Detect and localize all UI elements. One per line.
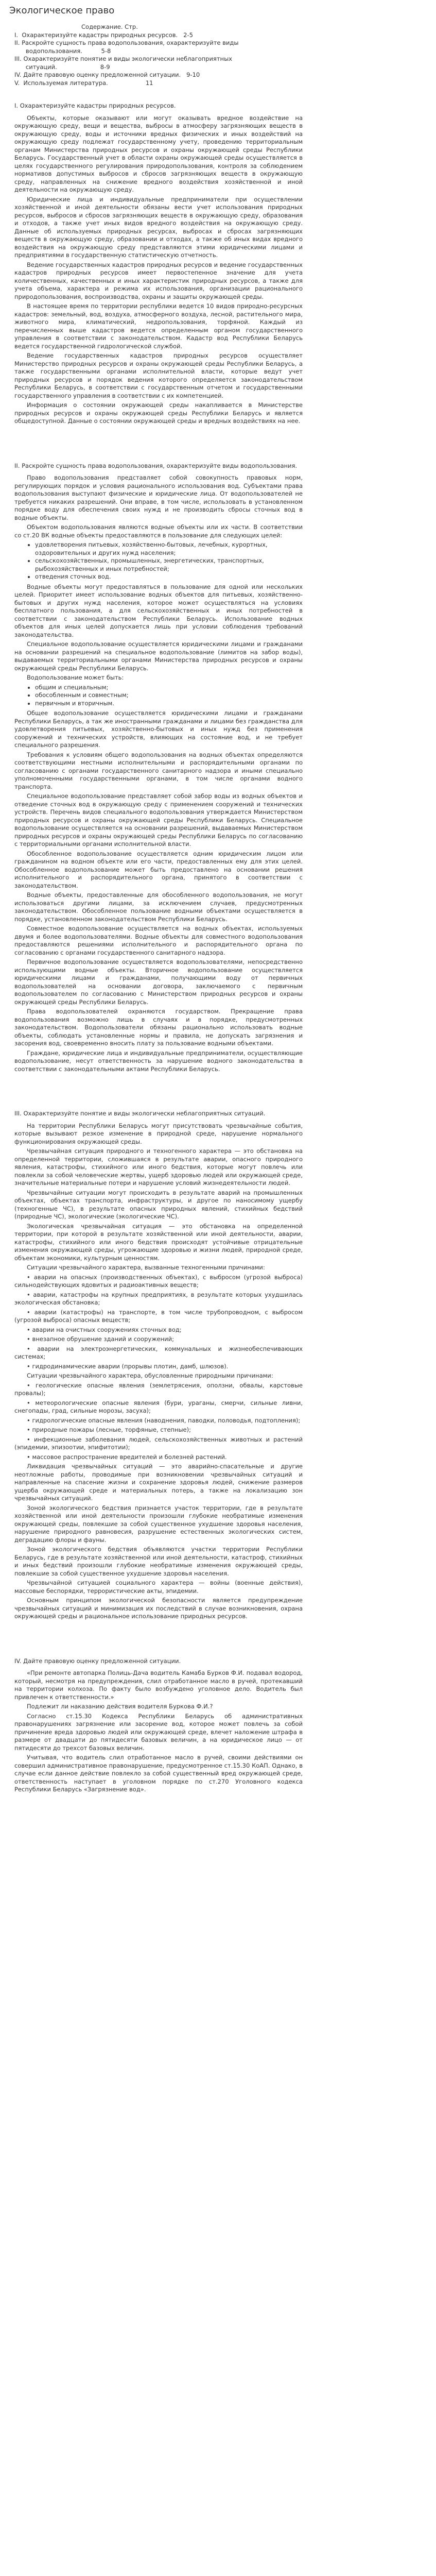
paragraph: Чрезвычайные ситуации могут происходить в результате аварий на промышленных объектах, объектах транспорта, инфраструктуры, и другое по наносимому ущербу (техногенные ЧС), в результате опасных природных явлений, стихийных бедствий (природные ЧС), экологические (экологические ЧС). bbox=[14, 1189, 303, 1220]
paragraph: Специальное водопользование осуществляется юридическими лицами и гражданами на основании разрешений на специальное водопользование (лимитов на забор воды), выдаваемых территориальными органами Министерства природных ресурсов и охраны окружающей среды Республики Беларусь. bbox=[14, 640, 303, 672]
toc-item: V. Используемая литература. 11 bbox=[14, 79, 153, 87]
paragraph: Водопользование может быть: bbox=[27, 674, 124, 681]
list-item: • первичным и вторичным. bbox=[35, 700, 303, 708]
paragraph: «При ремонте автопарка Полиць-Дача водитель Камаба Бурков Ф.И. подавал водород, который, несмотря на предупреждения, слил отработанное масло в ручей, протекавший на территории колхоза. По факту было возбуждено уголовное дело. Водитель был привлечен к ответственности.» bbox=[14, 1669, 303, 1701]
list-item: • массовое распространение вредителей и болезней растений. bbox=[27, 1453, 227, 1461]
toc-item: IV. Дайте правовую оценку предложенной ситуации. 9-10 bbox=[14, 71, 200, 78]
list-item: • обособленным и совместным; bbox=[35, 691, 303, 700]
list-item: • отведения сточных вод. bbox=[35, 573, 303, 581]
list-item: • аварии (катастрофы) на транспорте, в том числе трубопроводном, с выбросом (угрозой выброса) опасных веществ; bbox=[14, 1308, 303, 1324]
paragraph: Объектом водопользования являются водные объекты или их части. В соответствии со ст.20 ВК водные объекты предоставляются в пользование для следующих целей: bbox=[14, 523, 303, 539]
paragraph: Требования к условиям общего водопользования на водных объектах определяются соответствующими местными исполнительными и распорядительными органами по согласованию с органами государственного санитарного надзора и иными специально уполномоченными государственными органами, в том числе органами водного транспорта. bbox=[14, 751, 303, 790]
page-title: Экологическое право bbox=[9, 5, 115, 16]
paragraph: Чрезвычайной ситуацией социального характера — войны (военные действия), массовые беспорядки, террористические акты, эпидемии. bbox=[14, 1579, 303, 1595]
list-item: • сельскохозяйственных, промышленных, энергетических, транспортных, рыбохозяйственных и иных потребностей; bbox=[35, 557, 303, 573]
section-1-title: I. Охарактеризуйте кадастры природных ресурсов. bbox=[14, 102, 176, 109]
section-2-title: II. Раскройте сущность права водопользования, охарактеризуйте виды водопользования. bbox=[14, 462, 298, 469]
paragraph: Подлежит ли наказанию действия водителя Буркова Ф.И.? bbox=[27, 1703, 213, 1710]
paragraph: Общее водопользование осуществляется юридическими лицами и гражданами Республики Беларусь, а так же иностранными гражданами и лицами без гражданства для удовлетворения питьевых, хозяйственно-бытовых и иных нужд без применения сооружений и технических устройств, влияющих на состояние вод, и не требует специального разрешения. bbox=[14, 709, 303, 749]
list-item: • аварии, катастрофы на крупных предприятиях, в результате которых ухудшилась экологическая обстановка; bbox=[14, 1291, 303, 1306]
water-use-types-list bbox=[14, 684, 303, 708]
list-item: • геологические опасные явления (землетрясения, оползни, обвалы, карстовые провалы); bbox=[14, 1381, 303, 1397]
paragraph: Ситуации чрезвычайного характера, вызванные техногенными причинами: bbox=[27, 1264, 265, 1271]
section-3-title: III. Охарактеризуйте понятие и виды экологически неблагоприятных ситуаций. bbox=[14, 1110, 266, 1117]
list-item: • гидрологические опасные явления (наводнения, паводки, половодья, подтопления); bbox=[27, 1416, 301, 1424]
paragraph: Совместное водопользование осуществляется на водных объектах, используемых двумя и более водопользователями. Водные объекты для совместного водопользования предоставляются решениями исполнительного и распорядительного органа по согласованию с органами государственного санитарного надзора. bbox=[14, 925, 303, 956]
toc-heading: Содержание. Стр. bbox=[81, 23, 138, 30]
toc-item: III. Охарактеризуйте понятие и виды экологически неблагоприятных bbox=[14, 55, 232, 62]
paragraph: Объекты, которые оказывают или могут оказывать вредное воздействие на окружающую среду, вещи и вещества, выбросы в атмосферу загрязняющих веществ в окружающую среду, воды и источники вредных физических и иных воздействий на окружающую среду подлежат государственному учету, проведению территориальным органам Министерства природных ресурсов и охраны окружающей среды Республики Беларусь. Государственный учет в области охраны окружающей среды осуществляется в целях государственного регулирования природопользования, контроля за соблюдением нормативов допустимых выбросов и сбросов загрязняющих веществ в окружающую среду, направленных на снижение вредного воздействия хозяйственной и иной деятельности на окружающую среду. bbox=[14, 114, 303, 193]
paragraph: Обособленное водопользование осуществляется одним юридическим лицом или гражданином на водном объекте или его части, предоставленных ему для этих целей. Обособленное водопользование может быть предоставлено на основании решения исполнительного и распорядительного органа, принятого в соответствии с законодательством. bbox=[14, 850, 303, 889]
paragraph: Водные объекты могут предоставляться в пользование для одной или нескольких целей. Приоритет имеет использование водных объектов для питьевых, хозяйственно-бытовых и других нужд населения, которое может осуществляться на условиях бесплатного пользования, а для сельскохозяйственных и иных потребностей в соответствии с законодательством Республики Беларусь. Использование водных объектов для иных целей допускается лишь при условии соблюдения требований законодательства. bbox=[14, 583, 303, 638]
paragraph: Ликвидация чрезвычайных ситуаций — это аварийно-спасательные и другие неотложные работы, проводимые при возникновении чрезвычайных ситуаций и направленные на спасение жизни и сохранение здоровья людей, снижение размеров ущерба окружающей среде и материальных потерь, а также на локализацию зон чрезвычайных ситуаций. bbox=[14, 1463, 303, 1502]
paragraph: Права водопользователей охраняются государством. Прекращение права водопользования возможно лишь в случаях и в порядке, предусмотренных законодательством. Водопользователи обязаны рационально использовать водные объекты, соблюдать установленные нормы и правила, не допускать загрязнения и засорения вод, своевременно вносить плату за пользование водными объектами. bbox=[14, 1008, 303, 1047]
list-item: • аварии на очистных сооружениях сточных вод; bbox=[27, 1326, 182, 1333]
list-item: • природные пожары (лесные, торфяные, степные); bbox=[27, 1426, 191, 1433]
paragraph: Учитывая, что водитель слил отработанное масло в ручей, своими действиями он совершил административное правонарушение, предусмотренное ст.15.30 КоАП. Однако, в случае если данное действие повлекло за собой существенный вред окружающей среде, ответственность наступает в уголовном порядке по ст.270 Уголовного кодекса Республики Беларусь «Загрязнение вод». bbox=[14, 1754, 303, 1793]
list-item: • внезапное обрушение зданий и сооружений; bbox=[27, 1335, 174, 1343]
toc-item: ситуаций. 8-9 bbox=[14, 63, 110, 71]
list-item: • метеорологические опасные явления (бури, ураганы, смерчи, сильные ливни, снегопады, град, сильные морозы, засуха); bbox=[14, 1399, 303, 1414]
section-4-title: IV. Дайте правовую оценку предложенной ситуации. bbox=[14, 1657, 181, 1665]
list-item: • аварии на опасных (производственных объектах), с выбросом (угрозой выброса) сильнодействующих ядовитых и радиоактивных веществ; bbox=[14, 1273, 303, 1289]
paragraph: Первичное водопользование осуществляется водопользователями, непосредственно использующими водные объекты. Вторичное водопользование осуществляется юридическими лицами и гражданами, получающими воду от первичных водопользователей на основании договора, заключаемого с первичным водопользователем по согласованию с Министерством природных ресурсов и охраны окружающей среды Республики Беларусь. bbox=[14, 958, 303, 1006]
list-item: Ситуации чрезвычайного характера, обусловленные природными причинами: bbox=[27, 1372, 273, 1379]
list-item: • инфекционные заболевания людей, сельскохозяйственных животных и растений (эпидемии, эпизоотии, эпифитотии); bbox=[14, 1435, 303, 1451]
paragraph: Зоной экологического бедствия признается участок территории, где в результате хозяйственной или иной деятельности произошли глубокие необратимые изменения окружающей среды, повлекшие за собой существенное ухудшение здоровья населения, нарушение природного равновесия, разрушение естественных экологических систем, деградацию флоры и фауны. bbox=[14, 1504, 303, 1544]
document-body bbox=[14, 23, 303, 1794]
paragraph: Специальное водопользование представляет собой забор воды из водных объектов и отведение сточных вод в окружающую среду с применением сооружений и технических устройств. Перечень видов специального водопользования утверждается Министерством природных ресурсов и охраны окружающей среды Республики Беларусь. Специальное водопользование осуществляется на основании разрешений, выдаваемых Министерством природных ресурсов и охраны окружающей среды Республики Беларусь по согласованию с территориальными органами исполнительной власти. bbox=[14, 792, 303, 848]
paragraph: Юридические лица и индивидуальные предприниматели при осуществлении хозяйственной и иной деятельности обязаны вести учет использования природных ресурсов, выбросов и сбросов загрязняющих веществ в окружающую среду, образования и отходов, а также учет иных видов вредного воздействия на окружающую среду. Данные об используемых природных ресурсах, выбросах и сбросах загрязняющих веществ в окружающую среду, образовании и отходах, а также об иных видах вредного воздействия на окружающую среду представляются этими юридическими лицами и предприятиями в государственную статистическую отчетность. bbox=[14, 195, 303, 259]
paragraph: Водные объекты, предоставленные для обособленного водопользования, не могут использоваться другими лицами, за исключением случаев, предусмотренных законодательством. Обособленное пользование водными объектами осуществляется в порядке, установленном законодательством Республики Беларусь. bbox=[14, 891, 303, 923]
paragraph: Зоной экологического бедствия объявляются участки территории Республики Беларусь, где в результате хозяйственной или иной деятельности, катастроф, стихийных и иных бедствий произошли глубокие необратимые изменения окружающей среды, повлекшие за собой существенное ухудшение здоровья населения. bbox=[14, 1546, 303, 1577]
list-item: • общим и специальным; bbox=[35, 684, 303, 692]
section-1-body bbox=[14, 114, 303, 426]
paragraph: Информация о состоянии окружающей среды накапливается в Министерстве природных ресурсов и охраны окружающей среды Республики Беларусь и является общедоступной. Данные о состоянии окружающей среды и вредных воздействиях на нее. bbox=[14, 401, 303, 425]
section-3-body bbox=[14, 1122, 303, 1621]
paragraph: Экологическая чрезвычайная ситуация — это обстановка на определенной территории, при которой в результате хозяйственной или иной деятельности, аварии, катастрофы, стихийного или иного бедствия происходят устойчивые отрицательные изменения окружающей среды, угрожающие здоровью и жизни людей, природной среде, объектам экономики, культурным ценностям. bbox=[14, 1222, 303, 1262]
toc-item: II. Раскройте сущность права водопользования, охарактеризуйте виды bbox=[14, 39, 239, 46]
paragraph: В настоящее время по территории республики ведется 10 видов природно-ресурсных кадастров: земельный, вод, воздуха, атмосферного воздуха, лесной, растительного мира, животного мира, климатический, недропользования, торфяной. Каждый из перечисленных выше кадастров ведется определенным органом государственного управления в соответствии с законодательством. Кадастр вод Республики Беларусь ведется государственной гидрологической службой. bbox=[14, 302, 303, 350]
list-item: • аварии на электроэнергетических, коммунальных и жизнеобеспечивающих системах; bbox=[14, 1345, 303, 1360]
section-2-body bbox=[14, 474, 303, 1073]
toc-item: водопользования. 5-8 bbox=[14, 47, 111, 55]
purpose-list bbox=[14, 541, 303, 581]
paragraph: Ведение государственных кадастров природных ресурсов осуществляет Министерство природных ресурсов и охраны окружающей среды Республики Беларусь, а также государственными органами исполнительной власти, которые ведут учет природных ресурсов и порядок ведения которого определяется законодательством Республики Беларусь, в соответствии с государственным отчетом и государственными государственного управления в соответствии с их компетенцией. bbox=[14, 352, 303, 399]
section-4-body bbox=[14, 1669, 303, 1794]
list-item: • удовлетворения питьевых, хозяйственно-бытовых, лечебных, курортных, оздоровительных и других нужд населения; bbox=[35, 541, 303, 557]
paragraph: Чрезвычайная ситуация природного и техногенного характера — это обстановка на определенной территории, сложившаяся в результате аварии, опасного природного явления, катастрофы, стихийного или иного бедствия, которые могут повлечь или повлекли за собой человеческие жертвы, ущерб здоровью людей или окружающей среде, значительные материальные потери и нарушение условий жизнедеятельности людей. bbox=[14, 1147, 303, 1187]
paragraph: Основным принципом экологической безопасности является предупреждение чрезвычайных ситуаций и минимизация их последствий в случае возникновения, охрана окружающей среды и рациональное использование природных ресурсов. bbox=[14, 1597, 303, 1620]
paragraph: На территории Республики Беларусь могут присутствовать чрезвычайные события, которые вызывают резкое изменение в природной среде, нарушение нормального функционирования окружающей среды. bbox=[14, 1122, 303, 1145]
toc-item: I. Охарактеризуйте кадастры природных ресурсов. 2-5 bbox=[14, 31, 193, 39]
paragraph: Согласно ст.15.30 Кодекса Республики Беларусь об административных правонарушениях загрязнение или засорение вод, которое может повлечь за собой причинение вреда здоровью людей или окружающей среде, влечет наложение штрафа в размере от двадцати до пятидесяти базовых величин, а на юридическое лицо — от пятидесяти до трехсот базовых величин. bbox=[14, 1712, 303, 1752]
paragraph: Право водопользования представляет собой совокупность правовых норм, регулирующих порядок и условия рационального использования вод. Субъектами права водопользования выступают физические и юридические лица. От водопользователей не требуется никаких разрешений. Они вправе, в том числе, использовать в установленном порядке воду для обеспечения своих нужд и не производить сбросы сточных вод в водные объекты. bbox=[14, 474, 303, 521]
paragraph: Ведение государственных кадастров природных ресурсов и ведение государственных кадастров природных ресурсов имеет первостепенное значение для учета количественных, качественных и иных характеристик природных ресурсов, а также для учета объема, характера и режима их использования, организации рационального природопользования, воспроизводства, охраны и защиты окружающей среды. bbox=[14, 261, 303, 300]
paragraph: Граждане, юридические лица и индивидуальные предприниматели, осуществляющие водопользование, несут ответственность за нарушение водного законодательства в соответствии с законодательными актами Республики Беларусь. bbox=[14, 1049, 303, 1073]
table-of-contents bbox=[14, 23, 303, 87]
list-item: • гидродинамические аварии (прорывы плотин, дамб, шлюзов). bbox=[27, 1362, 229, 1370]
